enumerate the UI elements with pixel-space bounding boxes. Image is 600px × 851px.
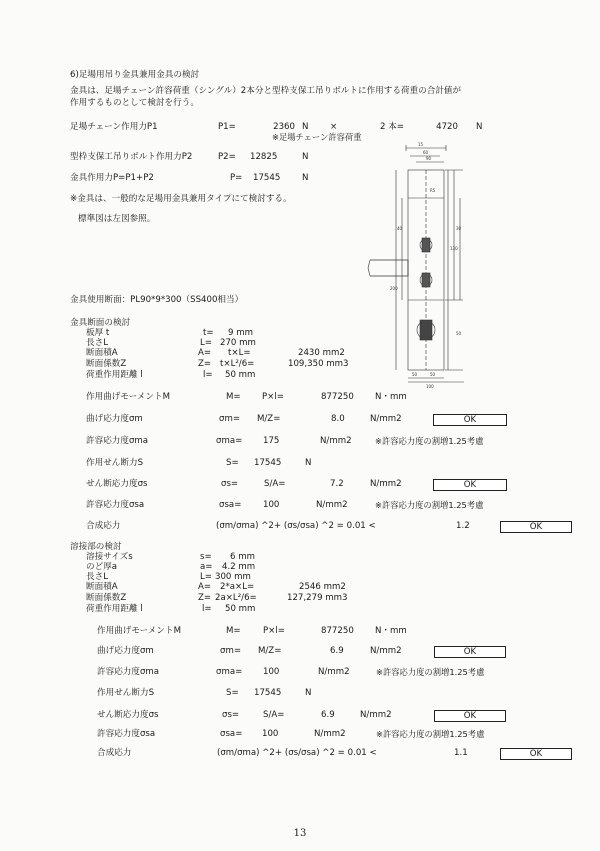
s2-comb-label: 合成応力 [97,748,132,758]
p2-unit: N [302,152,309,162]
s1-sigma-a-unit: N/mm2 [320,436,352,446]
s1-moment-unit: N・mm [375,392,407,402]
p-value: 17545 [253,173,281,183]
s2-prop-value: 2546 mm2 [299,582,346,592]
s2-sigma-a-note: ※許容応力度の割増1.25考慮 [376,667,485,677]
p1-total-unit: N [476,122,483,132]
dim-100: 100 [426,384,434,389]
s2-tau-a-sym: σsa= [220,729,243,739]
s1-prop-expr: t×L²/6= [220,359,255,369]
dim-130: 130 [450,246,458,251]
p1-value: 2360 [273,122,295,132]
s2-moment-value: 877250 [321,626,354,636]
s1-moment-sym: M= [226,392,241,402]
p2-value: 12825 [250,152,278,162]
s1-prop-value: 50 mm [225,370,256,380]
dim-30: 30 [456,226,462,231]
p2-label: 型枠支保工吊りボルト作用力P2 [70,152,193,162]
s1-sigma-sym: σm= [219,414,241,424]
s2-sigma-value: 6.9 [330,646,344,656]
s2-prop-sym: l= [202,604,212,614]
s2-tau-unit: N/mm2 [360,710,392,720]
s1-prop-value: 270 mm [220,338,256,348]
section2-title: 溶接部の検討 [70,542,122,552]
s2-prop-value: 127,279 mm3 [287,593,348,603]
s1-moment-expr: P×l= [262,392,284,402]
s1-tau-ok-badge: OK [433,479,507,491]
s2-tau-a-unit: N/mm2 [314,729,346,739]
material-spec: 金具使用断面：PL90*9*300（SS400相当） [70,295,244,305]
s2-tau-ok-badge: OK [434,710,506,722]
s2-prop-label: 溶接サイズs [86,552,133,562]
note-2: 標準図は左図参照。 [78,214,156,224]
s1-prop-sym: A= [198,348,212,358]
s1-shear-sym: S= [226,458,239,468]
s1-prop-value: 109,350 mm3 [288,359,349,369]
s1-sigma-a-sym: σma= [216,436,243,446]
p1-times: × [330,122,338,132]
s2-prop-value: 300 mm [215,572,251,582]
s1-sigma-value: 8.0 [331,414,345,424]
s2-prop-sym: A= [198,582,212,592]
s2-shear-sym: S= [226,688,239,698]
dim-60: 60 [423,150,429,155]
p1-label: 足場チェーン作用力P1 [70,122,158,132]
s2-comb-limit: 1.1 [454,748,468,758]
s1-tau-unit: N/mm2 [370,479,402,489]
s1-shear-label: 作用せん断力S [86,458,144,468]
s2-prop-value: 50 mm [225,604,256,614]
dim-15: 15 [418,142,424,147]
page-number: 13 [293,828,307,839]
s1-sigma-unit: N/mm2 [370,414,402,424]
s2-shear-value: 17545 [254,688,282,698]
s1-comb-expr: (σm/σma) ^2+ (σs/σsa) ^2 = 0.01 < [216,521,376,531]
section-title: 6)足場用吊り金具兼用金具の検討 [70,70,200,80]
s1-prop-sym: t= [203,328,214,338]
s1-shear-unit: N [305,458,312,468]
s2-prop-label: のど厚a [86,562,118,572]
s2-sigma-a-unit: N/mm2 [318,667,350,677]
p1-note: ※足場チェーン許容荷重 [272,132,362,142]
s1-moment-label: 作用曲げモーメントM [86,392,170,402]
s2-tau-a-value: 100 [262,729,279,739]
s1-shear-value: 17545 [254,458,282,468]
p-unit: N [302,173,309,183]
p-label: 金具作用力P=P1+P2 [70,173,154,183]
s2-sigma-unit: N/mm2 [370,646,402,656]
s2-shear-unit: N [305,688,312,698]
s2-prop-expr: 2a×L²/6= [215,593,257,603]
p-symbol: P= [230,173,243,183]
s2-prop-label: 長さL [86,572,108,582]
s2-tau-expr: S/A= [263,710,285,720]
dim-50a: 50 [412,372,418,377]
s2-moment-sym: M= [226,626,241,636]
s2-sigma-sym: σm= [220,646,242,656]
s2-prop-label: 荷重作用距離 l [86,604,143,614]
s1-prop-label: 長さL [86,338,108,348]
dim-200: 200 [390,286,398,291]
s2-sigma-a-sym: σma= [216,667,243,677]
s1-tau-sym: σs= [221,479,239,489]
p1-unit: N [302,122,309,132]
s1-prop-sym: Z= [198,359,212,369]
s1-sigma-a-note: ※許容応力度の割増1.25考慮 [375,436,484,446]
s1-sigma-a-label: 許容応力度σma [86,436,149,446]
s1-comb-label: 合成応力 [86,521,121,531]
s2-sigma-expr: M/Z= [258,646,282,656]
s2-moment-unit: N・mm [375,626,407,636]
s2-tau-a-note: ※許容応力度の割増1.25考慮 [376,729,485,739]
s1-tau-a-note: ※許容応力度の割増1.25考慮 [375,500,484,510]
s1-prop-value: 9 mm [228,328,253,338]
s1-prop-expr: t×L= [228,348,251,358]
s2-prop-label: 断面係数Z [86,593,127,603]
s2-moment-label: 作用曲げモーメントM [97,626,181,636]
s1-prop-label: 荷重作用距離 l [86,370,143,380]
s1-sigma-ok-badge: OK [433,414,507,426]
dim-50c: 50 [456,331,462,336]
s2-prop-expr: 2*a×L= [220,582,255,592]
s1-moment-value: 877250 [321,392,354,402]
p1-symbol: P1= [218,122,236,132]
dim-40: 40 [397,226,403,231]
s1-tau-a-unit: N/mm2 [316,500,348,510]
s1-prop-label: 板厚 t [86,328,110,338]
intro-line-2: 作用するものとして検討を行う。 [70,98,199,108]
note-1: ※金具は、一般的な足場用金具兼用タイプにて検討する。 [70,194,292,204]
s2-tau-a-label: 許容応力度σsa [97,729,156,739]
s2-sigma-label: 曲げ応力度σm [97,646,154,656]
section1-title: 金具断面の検討 [70,318,131,328]
intro-line-1: 金具は、足場チェーン許容荷重（シングル）2本分と型枠支保工吊りボルトに作用する荷重の合計値が [70,86,462,96]
s2-prop-sym: L= [200,572,212,582]
s2-prop-sym: a= [200,562,213,572]
s2-sigma-a-value: 100 [263,667,280,677]
s2-prop-value: 4.2 mm [222,562,256,572]
s2-moment-expr: P×l= [263,626,285,636]
s1-sigma-a-value: 175 [263,436,280,446]
s1-tau-a-label: 許容応力度σsa [86,500,145,510]
s2-comb-ok-badge: OK [500,748,572,760]
s2-prop-label: 断面積A [86,582,118,592]
bracket-drawing [368,140,468,389]
s1-tau-value: 7.2 [330,479,344,489]
s2-sigma-ok-badge: OK [434,646,506,658]
s2-prop-value: 6 mm [230,552,255,562]
s1-sigma-expr: M/Z= [257,414,281,424]
s2-tau-label: せん断応力度σs [97,710,159,720]
dim-r5: R5 [430,188,436,193]
s1-prop-label: 断面積A [86,348,118,358]
s2-shear-label: 作用せん断力S [97,688,155,698]
s2-tau-value: 6.9 [321,710,335,720]
s2-comb-expr: (σm/σma) ^2+ (σs/σsa) ^2 = 0.01 < [217,748,377,758]
s2-prop-sym: s= [200,552,212,562]
p1-total: 4720 [436,122,458,132]
p2-symbol: P2= [218,152,236,162]
s2-sigma-a-label: 許容応力度σma [97,667,160,677]
dim-50b: 50 [430,372,436,377]
s1-tau-label: せん断応力度σs [86,479,148,489]
s1-comb-ok-badge: OK [500,521,572,533]
dim-90: 90 [426,156,432,161]
s1-prop-sym: L= [200,338,212,348]
s1-tau-expr: S/A= [264,479,286,489]
p1-count: 2 本= [380,122,404,132]
s2-tau-sym: σs= [222,710,240,720]
s1-prop-label: 断面係数Z [86,359,127,369]
s1-tau-a-value: 100 [263,500,280,510]
s1-sigma-label: 曲げ応力度σm [86,414,143,424]
s2-prop-sym: Z= [198,593,212,603]
s1-tau-a-sym: σsa= [219,500,242,510]
s1-prop-value: 2430 mm2 [298,348,345,358]
s1-comb-limit: 1.2 [456,521,470,531]
s1-prop-sym: l= [203,370,213,380]
